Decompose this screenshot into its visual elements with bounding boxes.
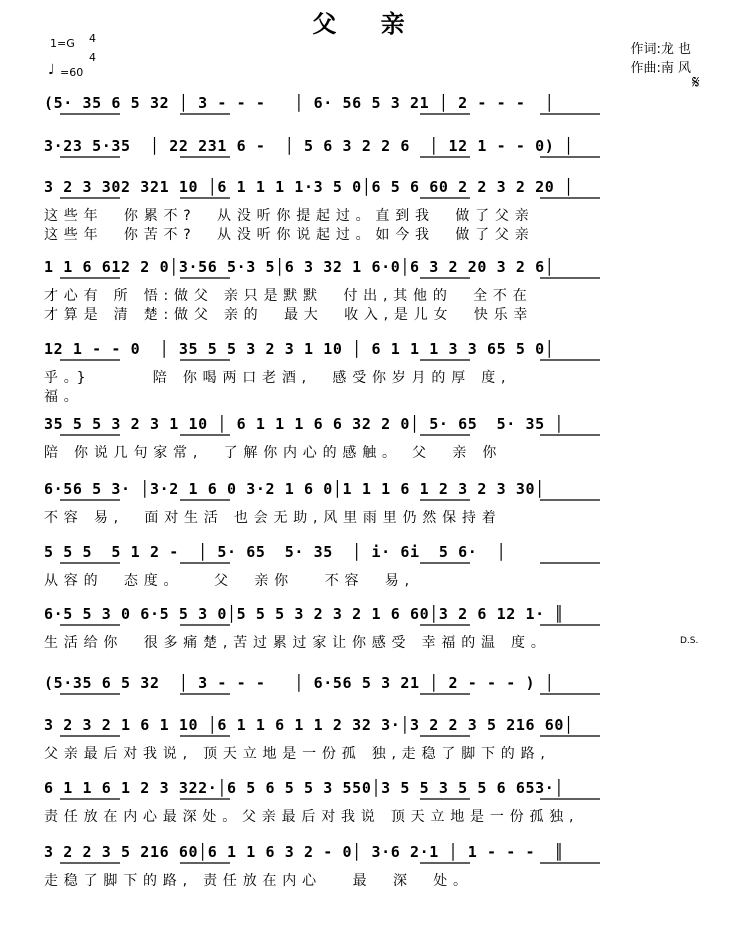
- notation-line: 12 1 - - 0 │ 35 5 5 3 2 3 1 10 │ 6 1 1 1 3 3 65 5 0│: [44, 340, 555, 358]
- time-signature-top: 4: [89, 32, 96, 45]
- lyric-line: 责任放在内心最深处。父亲最后对我说 顶天立地是一份孤独,: [44, 809, 580, 825]
- lyric-line: 才心有 所 悟:做父 亲只是默默 付出,其他的 全不在: [44, 288, 533, 304]
- lyric-line: 乎。} 陪 你喝两口老酒, 感受你岁月的厚 度,: [44, 370, 512, 386]
- notation-line: (5· 35 6 5 32 │ 3 - - - │ 6· 56 5 3 21 │ 2 - - - │: [44, 94, 555, 112]
- lyric-line: 从容的 态度。 父 亲你 不容 易,: [44, 573, 415, 589]
- notation-line: 6·56 5 3· │3·2 1 6 0 3·2 1 6 0│1 1 1 6 1 2 3 2 3 30│: [44, 480, 545, 498]
- notation-line: 1 1 6 612 2 0│3·56 5·3 5│6 3 32 1 6·0│6 3 2 20 3 2 6│: [44, 258, 555, 276]
- lyric-line: 生活给你 很多痛楚,苦过累过家让你感受 幸福的温 度。: [44, 635, 551, 651]
- lyric-line: 父亲最后对我说, 顶天立地是一份孤 独,走稳了脚下的路,: [44, 746, 551, 762]
- lyric-line: 这些年 你苦不? 从没听你说起过。如今我 做了父亲: [44, 227, 535, 243]
- time-signature-bottom: 4: [89, 51, 96, 64]
- notation-line: 6·5 5 3 0 6·5 5 3 0│5 5 5 3 2 3 2 1 6 60│3 2 6 12 1· ║: [44, 605, 565, 623]
- notation-line: 6 1 1 6 1 2 3 322·│6 5 6 5 5 3 550│3 5 5 3 5 5 6 653·│: [44, 779, 565, 797]
- notation-line: 5 5 5 5 1 2 - │ 5· 65 5· 35 │ i· 6i 5 6· │: [44, 543, 507, 561]
- lyric-line: 走稳了脚下的路, 责任放在内心 最 深 处。: [44, 873, 473, 889]
- song-title: 父 亲: [312, 9, 423, 38]
- notation-line: 3 2 3 302 321 10 │6 1 1 1 1·3 5 0│6 5 6 60 2 2 3 2 20 │: [44, 178, 574, 196]
- notation-line: 3 2 2 3 5 216 60│6 1 1 6 3 2 - 0│ 3·6 2·1 │ 1 - - - ║: [44, 843, 565, 861]
- lyric-line: 陪 你说几句家常, 了解你内心的感触。 父 亲 你: [44, 445, 503, 461]
- key-signature: 1=G: [50, 37, 75, 50]
- notation-line: 35 5 5 3 2 3 1 10 │ 6 1 1 1 6 6 32 2 0│ 5· 65 5· 35 │: [44, 415, 565, 433]
- lyricist-credit: 作词:龙 也: [630, 42, 691, 57]
- composer-credit: 作曲:南 风: [630, 61, 691, 76]
- tempo-marking: =60: [60, 66, 84, 79]
- lyric-line: 这些年 你累不? 从没听你提起过。直到我 做了父亲: [44, 208, 535, 224]
- lyric-line: 不容 易, 面对生活 也会无助,风里雨里仍然保持着: [44, 510, 502, 526]
- ds-marking: D.S.: [680, 636, 699, 646]
- quarter-note-icon: ♩: [48, 62, 55, 78]
- lyric-line: 福。: [44, 389, 84, 405]
- notation-line: 3·23 5·35 │ 22 231 6 - │ 5 6 3 2 2 6 │ 12 1 - - 0) │: [44, 137, 574, 155]
- lyric-line: 才算是 清 楚:做父 亲的 最大 收入,是儿女 快乐幸: [44, 307, 534, 323]
- notation-line: (5·35 6 5 32 │ 3 - - - │ 6·56 5 3 21 │ 2 - - - ) │: [44, 674, 555, 692]
- segno-icon: 𝄋: [692, 72, 700, 93]
- notation-line: 3 2 3 2 1 6 1 10 │6 1 1 6 1 1 2 32 3·│3 2 2 3 5 216 60│: [44, 716, 574, 734]
